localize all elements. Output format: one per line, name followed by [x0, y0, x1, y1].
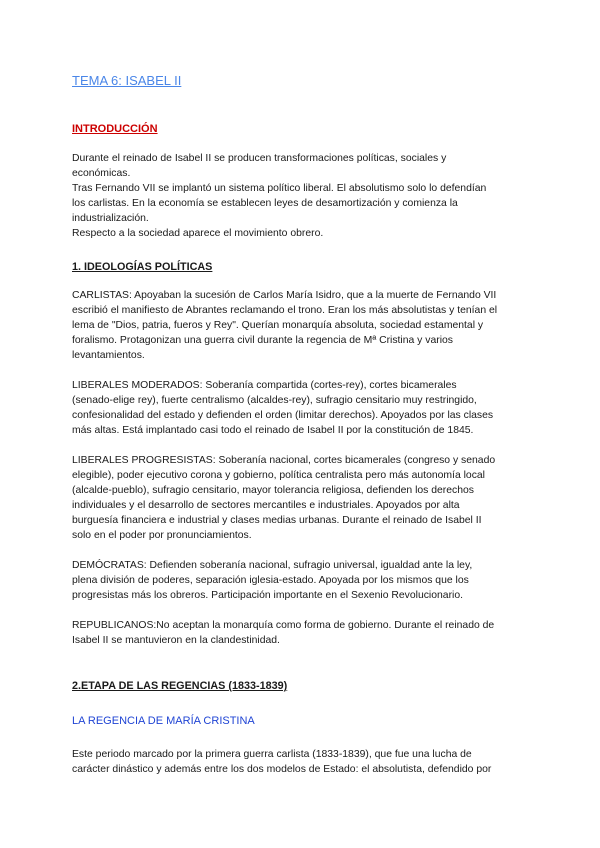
section-1-heading: 1. IDEOLOGÍAS POLÍTICAS [72, 261, 213, 273]
intro-line: Respecto a la sociedad aparece el movimiento obrero. [72, 228, 324, 239]
intro-line: los carlistas. En la economía se establecen leyes de desamortización y comienza la [72, 198, 458, 209]
carlistas-paragraph [72, 288, 528, 363]
regencia-paragraph [72, 747, 528, 777]
text-line: (alcalde-pueblo), sufragio censitario, mayor tolerancia religiosa, defienden los derechos [72, 485, 474, 496]
text-line: confesionalidad del estado y defienden el orden (limitar derechos). Apoyados por las clases [72, 410, 494, 421]
intro-paragraph [72, 151, 528, 241]
text-line: más altas. Está implantado casi todo el reinado de Isabel II por la constitución de 1845. [72, 425, 474, 436]
text-line: levantamientos. [72, 350, 145, 361]
democratas-paragraph [72, 558, 528, 603]
section-2-heading: 2.ETAPA DE LAS REGENCIAS (1833-1839) [72, 680, 288, 692]
text-line: Este periodo marcado por la primera guerra carlista (1833-1839), que fue una lucha de [72, 749, 472, 760]
text-line: progresistas más los obreros. Participación importante en el Sexenio Revolucionario. [72, 590, 463, 601]
text-line: solo en el poder por pronunciamientos. [72, 530, 252, 541]
text-line: DEMÓCRATAS: Defienden soberanía nacional, sufragio universal, igualdad ante la ley, [72, 560, 473, 571]
document-title: TEMA 6: ISABEL II [72, 73, 182, 88]
text-line: foralismo. Protagonizan una guerra civil durante la regencia de Mª Cristina y varios [72, 335, 453, 346]
regencia-subheading: LA REGENCIA DE MARÍA CRISTINA [72, 715, 255, 727]
moderados-paragraph [72, 378, 528, 438]
text-line: carácter dinástico y además entre los dos modelos de Estado: el absolutista, defendido por [72, 764, 492, 775]
text-line: (senado-elige rey), fuerte centralismo (alcaldes-rey), sufragio censitario muy restringido, [72, 395, 477, 406]
text-line: Isabel II se mantuvieron en la clandestinidad. [72, 635, 280, 646]
progresistas-paragraph [72, 453, 528, 543]
text-line: LIBERALES MODERADOS: Soberanía compartida (cortes-rey), cortes bicamerales [72, 380, 457, 391]
intro-line: Durante el reinado de Isabel II se producen transformaciones políticas, sociales y [72, 153, 447, 164]
text-line: escribió el manifiesto de Abrantes reclamando el trono. Eran los más absolutistas y tenían el [72, 305, 498, 316]
text-line: REPUBLICANOS:No aceptan la monarquía como forma de gobierno. Durante el reinado de [72, 620, 495, 631]
text-line: burguesía financiera e industrial y clases medias urbanas. Durante el reinado de Isabel II [72, 515, 482, 526]
text-line: LIBERALES PROGRESISTAS: Soberanía nacional, cortes bicamerales (congreso y senado [72, 455, 496, 466]
intro-heading: INTRODUCCIÓN [72, 123, 158, 135]
intro-line: industrialización. [72, 213, 149, 224]
republicanos-paragraph [72, 618, 528, 648]
text-line: CARLISTAS: Apoyaban la sucesión de Carlos María Isidro, que a la muerte de Fernando VII [72, 290, 497, 301]
text-line: lema de "Dios, patria, fueros y Rey". Querían monarquía absoluta, sociedad estamental y [72, 320, 484, 331]
intro-line: económicas. [72, 168, 131, 179]
text-line: elegible), poder ejecutivo corona y gobierno, política centralista pero más autonomía local [72, 470, 485, 481]
text-line: plena división de poderes, separación iglesia-estado. Apoyada por los mismos que los [72, 575, 469, 586]
text-line: individuales y el desarrollo de sectores mercantiles e industriales. Apoyados por alta [72, 500, 460, 511]
intro-line: Tras Fernando VII se implantó un sistema político liberal. El absolutismo solo lo defendían [72, 183, 487, 194]
